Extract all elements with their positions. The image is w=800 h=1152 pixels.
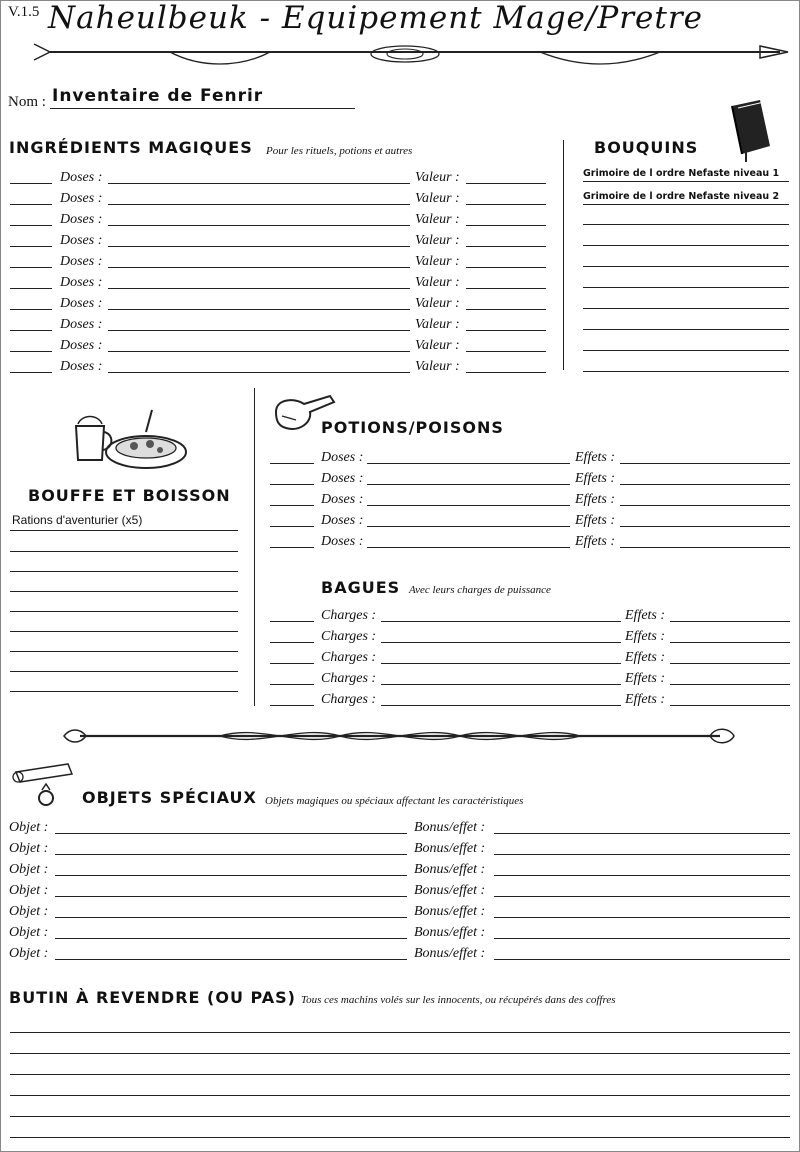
ingredient-value-label: Valeur : — [415, 170, 460, 185]
ring-charge-label: Charges : — [321, 671, 377, 686]
ingredient-dose-label: Doses : — [60, 296, 103, 311]
special-object-label: Objet : — [9, 904, 49, 919]
ingredient-dose-label: Doses : — [60, 233, 103, 248]
ring-charge-label: Charges : — [321, 629, 377, 644]
ingredients-title: INGRÉDIENTS MAGIQUES — [9, 138, 253, 157]
ingredient-dose-label: Doses : — [60, 275, 103, 290]
special-bonus-label: Bonus/effet : — [414, 883, 486, 898]
special-object-label: Objet : — [9, 946, 49, 961]
book-item[interactable]: Grimoire de l ordre Nefaste niveau 2 — [583, 191, 780, 202]
potion-effect-label: Effets : — [575, 513, 616, 528]
ring-effect-label: Effets : — [625, 650, 666, 665]
special-object-label: Objet : — [9, 841, 49, 856]
ingredient-dose-label: Doses : — [60, 359, 103, 374]
book-item[interactable]: Grimoire de l ordre Nefaste niveau 1 — [583, 168, 780, 179]
ingredient-value-label: Valeur : — [415, 191, 460, 206]
ring-charge-label: Charges : — [321, 608, 377, 623]
food-item[interactable]: Rations d'aventurier (x5) — [12, 513, 143, 527]
potion-dose-label: Doses : — [321, 471, 364, 486]
name-value[interactable]: Inventaire de Fenrir — [52, 86, 264, 106]
potion-effect-label: Effets : — [575, 534, 616, 549]
special-title: OBJETS SPÉCIAUX — [82, 788, 257, 807]
special-subtitle: Objets magiques ou spéciaux affectant les caractéristiques — [265, 795, 524, 807]
potion-dose-label: Doses : — [321, 513, 364, 528]
version-label: V.1.5 — [8, 4, 40, 20]
ingredient-dose-label: Doses : — [60, 317, 103, 332]
ingredient-value-label: Valeur : — [415, 233, 460, 248]
potion-effect-label: Effets : — [575, 492, 616, 507]
ingredient-value-label: Valeur : — [415, 317, 460, 332]
potion-dose-label: Doses : — [321, 450, 364, 465]
special-bonus-label: Bonus/effet : — [414, 862, 486, 877]
ingredient-dose-label: Doses : — [60, 191, 103, 206]
rings-subtitle: Avec leurs charges de puissance — [409, 584, 551, 596]
ring-effect-label: Effets : — [625, 608, 666, 623]
ingredient-value-label: Valeur : — [415, 296, 460, 311]
ingredient-value-label: Valeur : — [415, 254, 460, 269]
ingredient-value-label: Valeur : — [415, 212, 460, 227]
rings-title: BAGUES — [321, 578, 401, 597]
special-bonus-label: Bonus/effet : — [414, 925, 486, 940]
special-bonus-label: Bonus/effet : — [414, 904, 486, 919]
ring-effect-label: Effets : — [625, 671, 666, 686]
special-object-label: Objet : — [9, 883, 49, 898]
special-object-label: Objet : — [9, 862, 49, 877]
page-title: Naheulbeuk - Equipement Mage/Pretre — [48, 0, 703, 36]
loot-title: BUTIN À REVENDRE (OU PAS) — [9, 988, 296, 1007]
ingredient-dose-label: Doses : — [60, 170, 103, 185]
special-object-label: Objet : — [9, 820, 49, 835]
special-bonus-label: Bonus/effet : — [414, 946, 486, 961]
potion-dose-label: Doses : — [321, 492, 364, 507]
ring-effect-label: Effets : — [625, 629, 666, 644]
food-title: BOUFFE ET BOISSON — [28, 486, 231, 505]
ingredient-value-label: Valeur : — [415, 338, 460, 353]
ring-effect-label: Effets : — [625, 692, 666, 707]
ring-charge-label: Charges : — [321, 692, 377, 707]
special-object-label: Objet : — [9, 925, 49, 940]
ingredient-dose-label: Doses : — [60, 338, 103, 353]
ingredients-subtitle: Pour les rituels, potions et autres — [266, 145, 413, 157]
potions-title: POTIONS/POISONS — [321, 418, 504, 437]
ingredient-dose-label: Doses : — [60, 254, 103, 269]
ring-charge-label: Charges : — [321, 650, 377, 665]
name-label: Nom : — [8, 94, 46, 110]
potion-effect-label: Effets : — [575, 450, 616, 465]
special-bonus-label: Bonus/effet : — [414, 820, 486, 835]
ingredient-value-label: Valeur : — [415, 275, 460, 290]
potion-dose-label: Doses : — [321, 534, 364, 549]
ingredient-value-label: Valeur : — [415, 359, 460, 374]
ingredient-dose-label: Doses : — [60, 212, 103, 227]
books-title: BOUQUINS — [594, 138, 699, 157]
loot-subtitle: Tous ces machins volés sur les innocents, ou récupérés dans des coffres — [301, 994, 616, 1006]
special-bonus-label: Bonus/effet : — [414, 841, 486, 856]
potion-effect-label: Effets : — [575, 471, 616, 486]
